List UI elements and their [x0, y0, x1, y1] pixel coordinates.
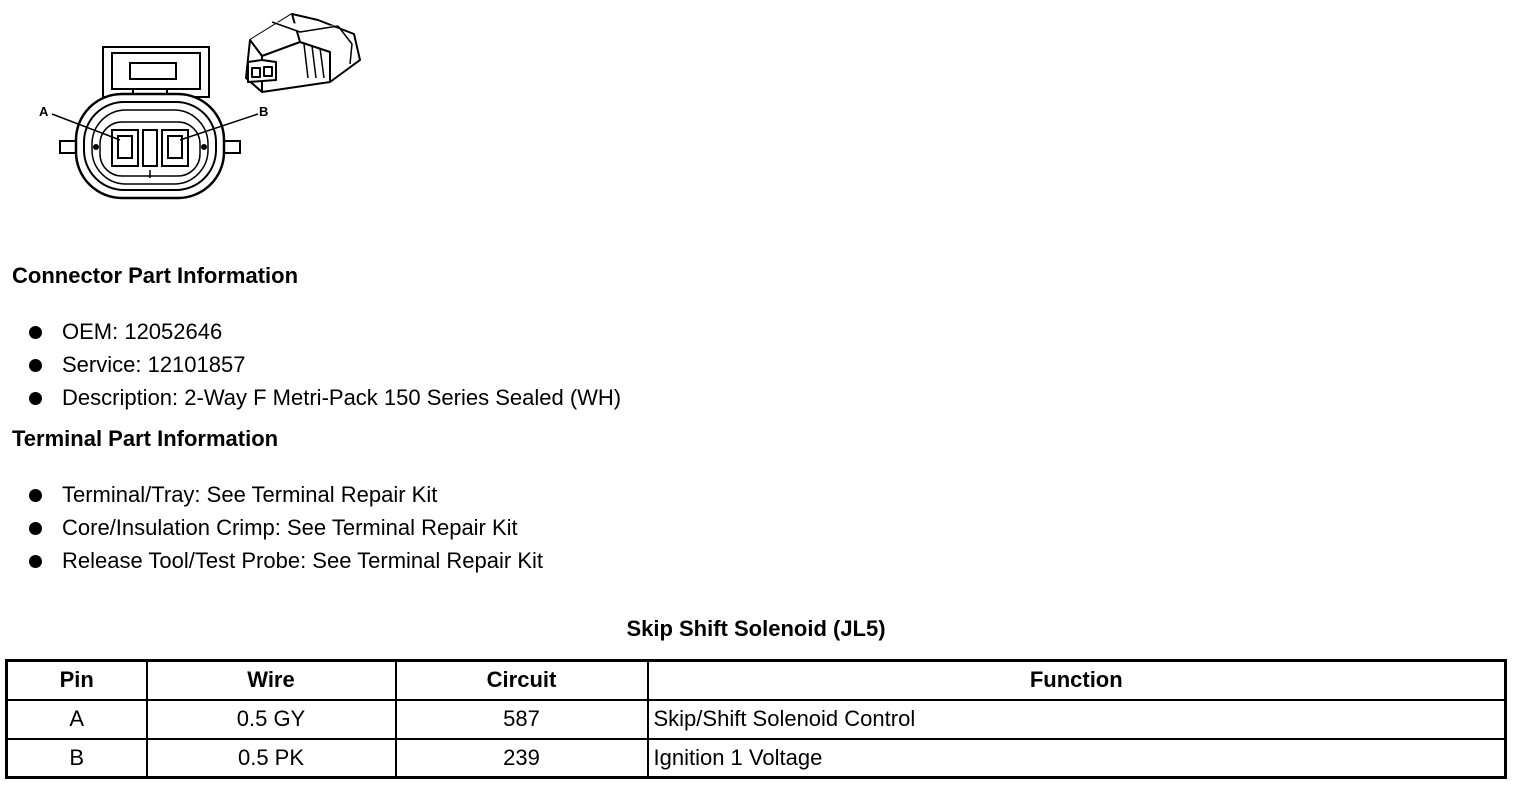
list-item-text: Core/Insulation Crimp: See Terminal Repair Kit: [62, 515, 518, 540]
cell-function: Skip/Shift Solenoid Control: [648, 700, 1506, 739]
connector-part-info-heading: Connector Part Information: [12, 263, 299, 288]
cell-pin: B: [7, 739, 147, 778]
connector-part-info-list: [26, 318, 621, 417]
list-item-text: OEM: 12052646: [62, 319, 223, 344]
connector-illustration: [0, 0, 380, 215]
list-item: [26, 318, 621, 351]
list-item: [26, 514, 543, 547]
callout-label-a: A: [39, 104, 49, 119]
bullet-dot-icon: [29, 392, 42, 405]
list-item: [26, 547, 543, 580]
bullet-dot-icon: [29, 326, 42, 339]
cell-wire: 0.5 PK: [147, 739, 396, 778]
list-item: [26, 351, 621, 384]
table-title: Skip Shift Solenoid (JL5): [626, 616, 886, 641]
connector-isometric-view: [246, 14, 360, 92]
list-item-text: Terminal/Tray: See Terminal Repair Kit: [62, 482, 438, 507]
header-pin: Pin: [7, 661, 147, 700]
list-item-text: Service: 12101857: [62, 352, 246, 377]
cell-function: Ignition 1 Voltage: [648, 739, 1506, 778]
pinout-table: [5, 659, 1507, 779]
terminal-part-info-heading: Terminal Part Information: [12, 426, 279, 451]
header-wire: Wire: [147, 661, 396, 700]
bullet-dot-icon: [29, 489, 42, 502]
list-item: [26, 481, 543, 514]
header-circuit: Circuit: [396, 661, 648, 700]
table-header-row: [7, 661, 1506, 700]
bullet-dot-icon: [29, 359, 42, 372]
cell-circuit: 239: [396, 739, 648, 778]
bullet-dot-icon: [29, 522, 42, 535]
table-row: [7, 739, 1506, 778]
cell-pin: A: [7, 700, 147, 739]
terminal-part-info-list: [26, 481, 543, 580]
connector-face-view: [60, 47, 240, 198]
list-item-text: Description: 2-Way F Metri-Pack 150 Series Sealed (WH): [62, 385, 622, 410]
bullet-dot-icon: [29, 555, 42, 568]
cell-wire: 0.5 GY: [147, 700, 396, 739]
callout-label-b: B: [259, 104, 269, 119]
list-item-text: Release Tool/Test Probe: See Terminal Repair Kit: [62, 548, 543, 573]
list-item: [26, 384, 621, 417]
table-row: [7, 700, 1506, 739]
header-function: Function: [648, 661, 1506, 700]
cell-circuit: 587: [396, 700, 648, 739]
